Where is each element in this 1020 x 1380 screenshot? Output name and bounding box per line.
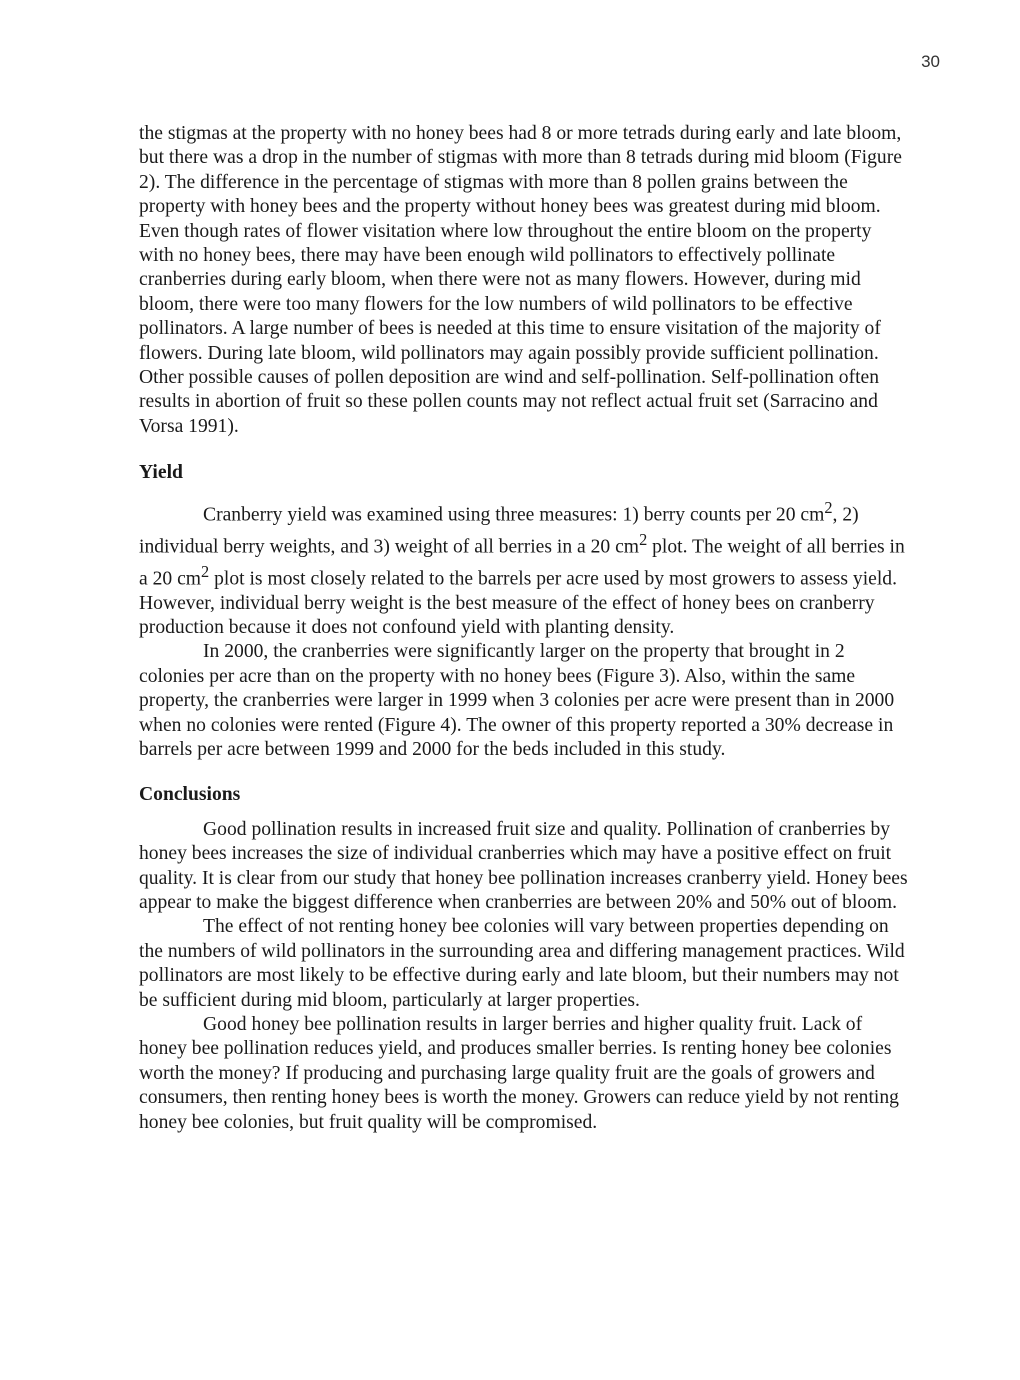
section-heading-conclusions: Conclusions: [139, 784, 241, 806]
document-body: [139, 122, 909, 1135]
yield-p1-text-a: Cranberry yield was examined using three measures: 1) berry counts per 20 cm: [203, 504, 825, 526]
conclusions-paragraph-3: Good honey bee pollination results in larger berries and higher quality fruit. Lack of honey bee pollination reduces yield, and produces smaller berries. Is renting honey bee colonies worth the money? If producing and purchasing large quality fruit are the goals of growers and consumers, then renting honey bees is worth the money. Growers can reduce yield by not renting honey bee colonies, but fruit quality will be compromised.: [139, 1014, 899, 1133]
superscript: 2: [201, 561, 210, 581]
spacer: [139, 439, 909, 461]
yield-paragraph-1: [139, 496, 909, 641]
conclusions-paragraph-1: Good pollination results in increased fruit size and quality. Pollination of cranberries by honey bees increases the size of individual cranberries which may have a positive effect on fruit quality. It is clear from our study that honey bee pollination increases cranberry yield. Honey bees appear to make the biggest difference when cranberries are between 20% and 50% out of bloom.: [139, 818, 908, 913]
yield-p1-text-b: , 2) individual berry weights, and 3) weight of all berries in a 20 cm: [139, 504, 859, 558]
spacer: [139, 486, 909, 496]
yield-paragraph-2: In 2000, the cranberries were significantly larger on the property that brought in 2 colonies per acre than on the property with no honey bees (Figure 3). Also, within the same property, the cranberries were larger in 1999 when 3 colonies per acre were present than in 2000 when no colonies were rented (Figure 4). The owner of this property reported a 30% decrease in barrels per acre between 1999 and 2000 for the beds included in this study.: [139, 641, 895, 760]
page-number: 30: [921, 52, 940, 71]
section-heading-yield: Yield: [139, 462, 183, 484]
superscript: 2: [824, 497, 833, 517]
yield-p1-text-c: plot. The weight of all berries in a 20 cm: [139, 536, 905, 590]
yield-p1-text-d: plot is most closely related to the barrels per acre used by most growers to assess yield. However, individual berry weight is the best measure of the effect of honey bees on cranberry production because it does not confound yield with planting density.: [139, 568, 897, 638]
intro-paragraph: the stigmas at the property with no honey bees had 8 or more tetrads during early and late bloom, but there was a drop in the number of stigmas with more than 8 tetrads during mid bloom (Figure 2). The difference in the percentage of stigmas with more than 8 pollen grains between the property with honey bees and the property without honey bees was greatest during mid bloom. Even though rates of flower visitation where low throughout the entire bloom on the property with no honey bees, there may have been enough wild pollinators to effectively pollinate cranberries during early bloom, when there were not as many flowers. However, during mid bloom, there were too many flowers for the low numbers of wild pollinators to be effective pollinators. A large number of bees is needed at this time to ensure visitation of the majority of flowers. During late bloom, wild pollinators may again possibly provide sufficient pollination. Other possible causes of pollen deposition are wind and self-pollination. Self-pollination often results in abortion of fruit so these pollen counts may not reflect actual fruit set (Sarracino and Vorsa 1991).: [139, 123, 902, 437]
spacer: [139, 808, 909, 818]
conclusions-paragraph-2: The effect of not renting honey bee colonies will vary between properties depending on the numbers of wild pollinators in the surrounding area and differing management practices. Wild pollinators are most likely to be effective during early and late bloom, but their numbers may not be sufficient during mid bloom, particularly at larger properties.: [139, 916, 905, 1011]
spacer: [139, 762, 909, 783]
superscript: 2: [639, 529, 648, 549]
